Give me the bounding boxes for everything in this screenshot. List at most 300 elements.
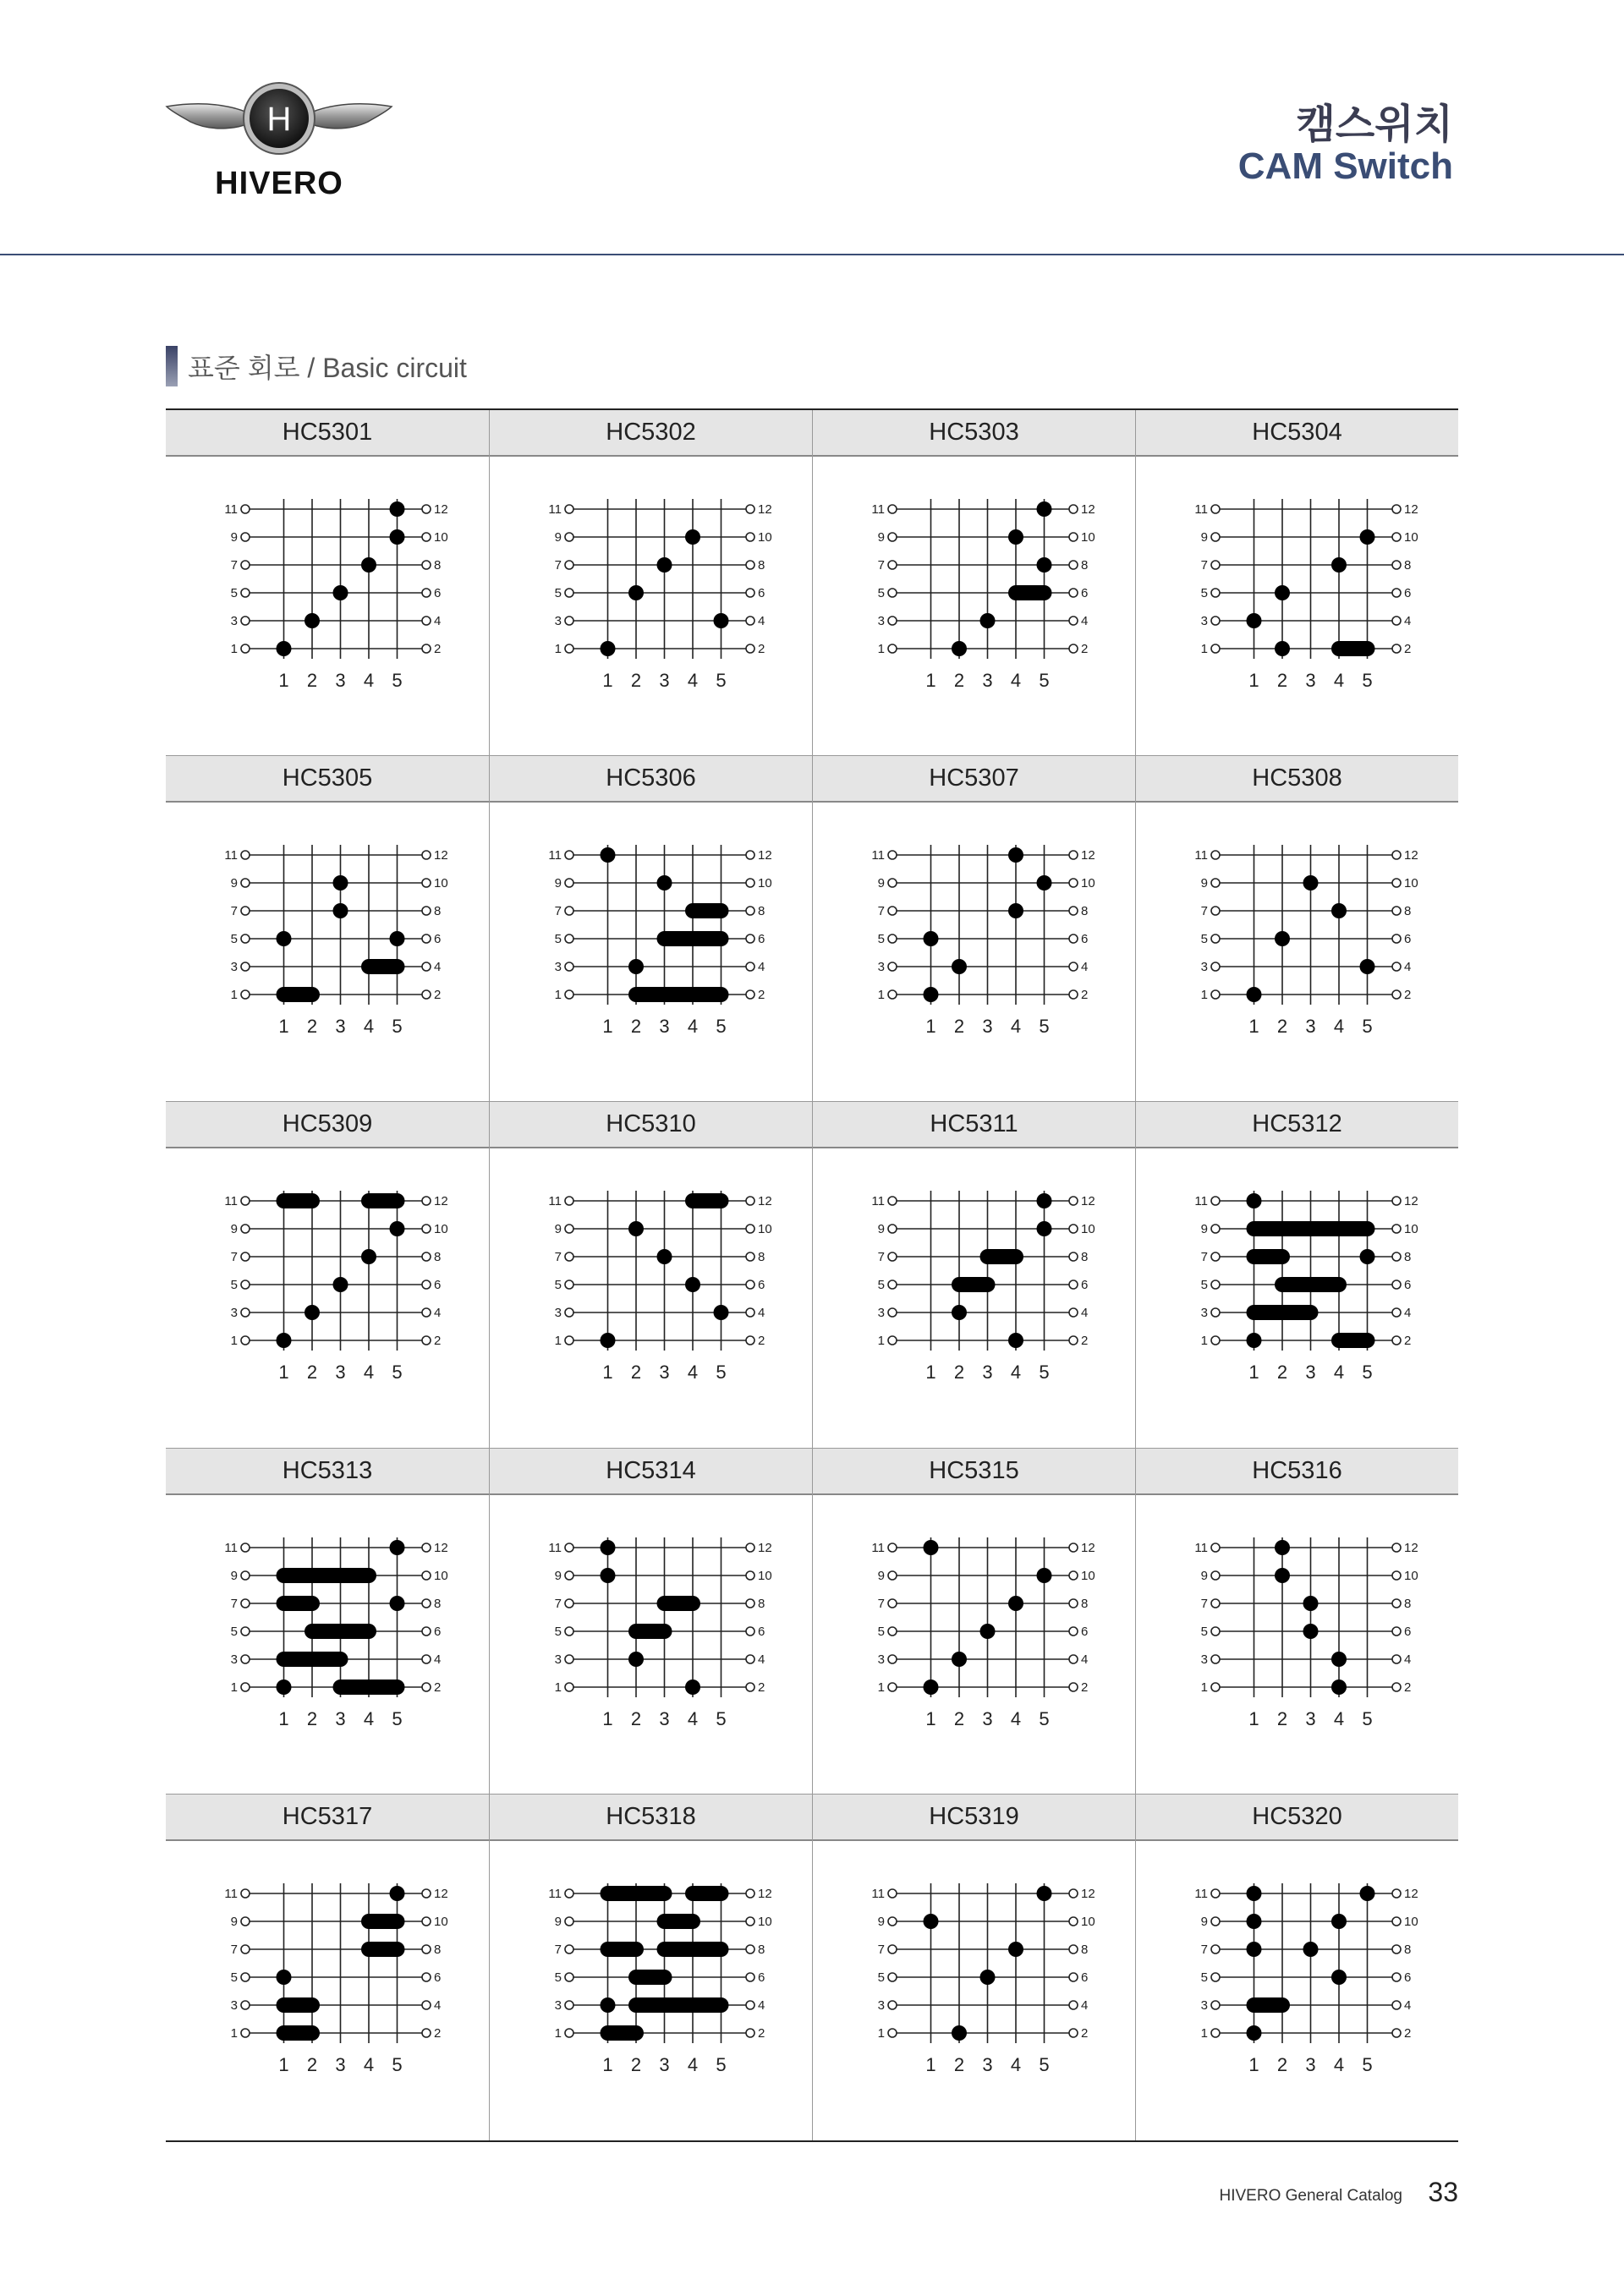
terminal-label-left: 11 (1193, 1540, 1208, 1555)
terminal-left (888, 1627, 897, 1636)
terminal-right (422, 1655, 431, 1663)
terminal-right (746, 2029, 754, 2037)
position-number: 1 (601, 1016, 613, 1038)
terminal-right (1392, 1252, 1401, 1261)
position-number: 3 (1304, 1362, 1316, 1384)
terminal-left (1211, 934, 1220, 943)
terminal-right (422, 1336, 431, 1345)
terminal-left (1211, 1336, 1220, 1345)
position-number: 2 (1276, 1016, 1287, 1038)
terminal-right (1392, 1599, 1401, 1608)
contact-dot (979, 613, 995, 628)
terminal-label-left: 9 (877, 1568, 885, 1583)
terminal-label-right: 10 (1080, 1222, 1095, 1237)
terminal-left (888, 505, 897, 513)
terminal-left (888, 533, 897, 541)
contact-bar (1008, 585, 1052, 600)
hivero-logo (165, 81, 393, 208)
contact-dot (1275, 931, 1290, 946)
contact-bar (277, 1193, 321, 1208)
position-number: 3 (981, 1016, 993, 1038)
contact-dot (1359, 1249, 1374, 1264)
contact-dot (628, 585, 644, 600)
terminal-label-right: 2 (1403, 1334, 1411, 1349)
brand-name: HIVERO (215, 166, 343, 201)
contact-bar (979, 1249, 1023, 1264)
terminal-left (1211, 851, 1220, 859)
cam-contact-diagram (546, 1537, 772, 1732)
position-number: 1 (601, 1707, 613, 1729)
terminal-label-right: 8 (434, 1942, 442, 1957)
position-number: 4 (687, 670, 698, 691)
position-number: 4 (687, 1016, 698, 1038)
position-number: 1 (278, 670, 289, 691)
terminal-left (565, 1571, 573, 1580)
position-number: 3 (1304, 2053, 1316, 2075)
contact-diagram (813, 457, 1135, 755)
terminal-left (565, 2029, 573, 2037)
terminal-left (241, 616, 250, 625)
position-number: 1 (601, 670, 613, 691)
contact-bar (361, 959, 405, 974)
terminal-label-left: 7 (1200, 1250, 1208, 1265)
circuit-code: HC5319 (813, 1795, 1135, 1841)
terminal-label-left: 11 (1193, 1886, 1208, 1901)
position-number: 2 (306, 1362, 318, 1384)
terminal-label-right: 10 (434, 530, 448, 545)
position-number: 2 (630, 1362, 641, 1384)
terminal-left (888, 1571, 897, 1580)
terminal-label-left: 3 (230, 1652, 238, 1667)
terminal-right (746, 505, 754, 513)
terminal-label-right: 12 (434, 502, 448, 517)
position-number: 1 (601, 1362, 613, 1384)
terminal-right (746, 1655, 754, 1663)
cam-contact-diagram (869, 1537, 1095, 1732)
terminal-right (422, 1945, 431, 1954)
terminal-label-right: 8 (757, 1596, 765, 1611)
terminal-label-right: 10 (1403, 530, 1418, 545)
terminal-right (746, 561, 754, 569)
terminal-left (888, 1308, 897, 1317)
contact-dot (1303, 875, 1318, 890)
page-title-korean: 캠스위치 (1296, 102, 1453, 147)
contact-dot (390, 1886, 405, 1901)
terminal-label-right: 4 (434, 1306, 442, 1321)
terminal-left (1211, 1655, 1220, 1663)
terminal-label-left: 11 (547, 1194, 562, 1209)
position-number: 3 (981, 2053, 993, 2075)
terminal-label-right: 12 (1080, 502, 1095, 517)
contact-diagram (166, 1148, 489, 1447)
terminal-label-right: 2 (1080, 642, 1088, 656)
terminal-label-right: 4 (1080, 1997, 1088, 2013)
terminal-label-left: 3 (554, 1997, 562, 2013)
terminal-left (241, 1945, 250, 1954)
position-number: 2 (630, 1016, 641, 1038)
terminal-right (1392, 1336, 1401, 1345)
terminal-left (241, 1655, 250, 1663)
terminal-left (565, 1627, 573, 1636)
terminal-label-right: 2 (757, 1680, 765, 1695)
terminal-left (241, 533, 250, 541)
terminal-left (565, 851, 573, 859)
position-number: 5 (392, 2053, 403, 2075)
position-number: 1 (924, 1016, 936, 1038)
terminal-label-left: 11 (870, 502, 885, 517)
terminal-label-left: 9 (230, 1914, 238, 1929)
terminal-label-right: 6 (434, 1624, 442, 1639)
terminal-label-right: 12 (1403, 502, 1418, 517)
terminal-label-left: 11 (1193, 1194, 1208, 1209)
contact-diagram (813, 1148, 1135, 1447)
terminal-label-right: 10 (757, 530, 772, 545)
terminal-right (1392, 1543, 1401, 1552)
terminal-label-right: 8 (1080, 1596, 1088, 1611)
terminal-right (1069, 879, 1078, 887)
position-number: 2 (306, 2053, 318, 2075)
position-number: 2 (953, 2053, 964, 2075)
terminal-right (1392, 533, 1401, 541)
position-number: 1 (1248, 670, 1259, 691)
circuit-cell (489, 1102, 812, 1448)
terminal-label-left: 7 (877, 558, 885, 573)
terminal-label-left: 3 (1200, 1306, 1208, 1321)
terminal-label-right: 12 (757, 1886, 772, 1901)
terminal-left (241, 505, 250, 513)
terminal-label-left: 1 (1200, 642, 1208, 656)
terminal-right (1392, 879, 1401, 887)
position-number: 3 (335, 1016, 346, 1038)
terminal-right (422, 1917, 431, 1926)
contact-dot (333, 875, 348, 890)
contact-diagram (1136, 803, 1458, 1101)
position-number: 3 (658, 1016, 670, 1038)
terminal-left (241, 1252, 250, 1261)
position-number: 5 (392, 670, 403, 691)
terminal-right (422, 934, 431, 943)
position-number: 1 (278, 1016, 289, 1038)
position-number: 2 (953, 670, 964, 691)
terminal-right (1392, 1945, 1401, 1954)
terminal-label-left: 5 (877, 1970, 885, 1985)
contact-dot (333, 585, 348, 600)
terminal-label-left: 7 (554, 1250, 562, 1265)
contact-dot (600, 641, 615, 656)
terminal-left (1211, 1889, 1220, 1898)
terminal-label-left: 9 (877, 1914, 885, 1929)
terminal-label-right: 12 (1403, 1540, 1418, 1555)
terminal-left (888, 1973, 897, 1981)
terminal-left (241, 934, 250, 943)
contact-dot (952, 641, 967, 656)
circuit-code: HC5311 (813, 1102, 1135, 1148)
contact-dot (304, 1305, 320, 1320)
terminal-label-left: 7 (1200, 1942, 1208, 1957)
circuit-cell (489, 410, 812, 756)
terminal-right (422, 589, 431, 597)
position-number: 5 (392, 1016, 403, 1038)
header-divider (0, 254, 1624, 255)
contact-dot (1036, 875, 1051, 890)
position-number: 4 (363, 670, 375, 691)
position-number: 5 (392, 1707, 403, 1729)
contact-bar (600, 1942, 644, 1957)
terminal-left (1211, 1543, 1220, 1552)
terminal-label-right: 6 (434, 1970, 442, 1985)
contact-dot (685, 529, 700, 545)
circuit-code: HC5301 (166, 410, 489, 457)
terminal-right (1069, 962, 1078, 971)
terminal-right (1392, 1627, 1401, 1636)
terminal-left (241, 1571, 250, 1580)
position-number: 4 (1333, 2053, 1344, 2075)
terminal-label-right: 10 (434, 876, 448, 891)
contact-diagram (813, 1841, 1135, 2140)
terminal-label-left: 9 (554, 1914, 562, 1929)
contact-dot (713, 1305, 728, 1320)
contact-dot (923, 1680, 938, 1695)
terminal-label-left: 5 (877, 1278, 885, 1293)
terminal-right (1069, 1543, 1078, 1552)
contact-bar (1246, 1249, 1290, 1264)
terminal-label-left: 3 (554, 614, 562, 628)
terminal-label-right: 8 (757, 558, 765, 573)
contact-bar (277, 2025, 321, 2041)
terminal-left (1211, 1973, 1220, 1981)
terminal-label-left: 1 (554, 1334, 562, 1349)
terminal-label-left: 3 (1200, 960, 1208, 975)
terminal-left (888, 934, 897, 943)
terminal-label-left: 1 (230, 2025, 238, 2041)
terminal-left (888, 1225, 897, 1233)
contact-dot (1246, 1193, 1261, 1208)
terminal-right (746, 1197, 754, 1205)
terminal-label-left: 11 (1193, 502, 1208, 517)
terminal-label-left: 9 (1200, 1222, 1208, 1237)
contact-dot (656, 875, 672, 890)
contact-dot (1246, 1942, 1261, 1957)
contact-dot (656, 1249, 672, 1264)
terminal-label-left: 3 (877, 1652, 885, 1667)
terminal-left (241, 2029, 250, 2037)
terminal-left (1211, 1225, 1220, 1233)
contact-dot (361, 1249, 376, 1264)
terminal-label-right: 10 (1403, 876, 1418, 891)
terminal-label-right: 10 (757, 1222, 772, 1237)
terminal-label-left: 11 (224, 502, 238, 517)
contact-dot (390, 931, 405, 946)
terminal-left (1211, 1683, 1220, 1691)
terminal-left (565, 879, 573, 887)
terminal-left (241, 1336, 250, 1345)
terminal-right (746, 1225, 754, 1233)
terminal-right (746, 851, 754, 859)
terminal-right (746, 1336, 754, 1345)
terminal-right (746, 1571, 754, 1580)
cam-contact-diagram (869, 1883, 1095, 2078)
terminal-label-left: 9 (230, 530, 238, 545)
terminal-label-right: 4 (434, 614, 442, 628)
terminal-label-right: 2 (757, 2025, 765, 2041)
terminal-label-left: 11 (547, 502, 562, 517)
contact-dot (1275, 1568, 1290, 1583)
terminal-label-right: 12 (434, 1194, 448, 1209)
cam-contact-diagram (869, 499, 1095, 693)
contact-bar (628, 987, 729, 1002)
contact-dot (600, 847, 615, 863)
terminal-left (1211, 1945, 1220, 1954)
contact-dot (1246, 1886, 1261, 1901)
terminal-label-left: 9 (554, 1568, 562, 1583)
terminal-left (565, 616, 573, 625)
terminal-left (241, 644, 250, 653)
position-number: 3 (1304, 1707, 1316, 1729)
terminal-label-right: 6 (1080, 1624, 1088, 1639)
terminal-label-left: 7 (877, 904, 885, 919)
terminal-right (746, 1252, 754, 1261)
terminal-left (565, 589, 573, 597)
svg-text:H: H (266, 101, 292, 138)
terminal-left (565, 1336, 573, 1345)
position-number: 1 (1248, 1362, 1259, 1384)
terminal-label-left: 7 (230, 1596, 238, 1611)
position-number: 1 (601, 2053, 613, 2075)
terminal-label-left: 9 (1200, 876, 1208, 891)
terminal-label-right: 10 (1403, 1914, 1418, 1929)
contact-dot (390, 529, 405, 545)
terminal-label-right: 2 (1403, 988, 1411, 1003)
terminal-label-left: 5 (1200, 1970, 1208, 1985)
position-number: 3 (1304, 1016, 1316, 1038)
position-number: 5 (1038, 670, 1050, 691)
terminal-left (1211, 1917, 1220, 1926)
terminal-label-right: 6 (1080, 932, 1088, 947)
terminal-label-right: 2 (1080, 1680, 1088, 1695)
terminal-right (1392, 934, 1401, 943)
terminal-label-right: 8 (1403, 558, 1411, 573)
contact-dot (277, 931, 292, 946)
terminal-label-left: 5 (554, 1624, 562, 1639)
position-number: 5 (715, 2053, 727, 2075)
terminal-left (888, 1336, 897, 1345)
terminal-right (1069, 1889, 1078, 1898)
contact-dot (952, 1652, 967, 1667)
terminal-label-right: 8 (1403, 1942, 1411, 1957)
terminal-right (1069, 589, 1078, 597)
terminal-label-left: 9 (1200, 1914, 1208, 1929)
section-marker (166, 346, 178, 386)
contact-dot (600, 1333, 615, 1348)
terminal-right (422, 1225, 431, 1233)
contact-dot (979, 1970, 995, 1985)
terminal-left (888, 1945, 897, 1954)
contact-dot (1246, 1333, 1261, 1348)
terminal-left (888, 1655, 897, 1663)
terminal-left (1211, 1599, 1220, 1608)
terminal-label-left: 11 (870, 1540, 885, 1555)
terminal-right (746, 1543, 754, 1552)
contact-diagram (166, 457, 489, 755)
terminal-label-left: 1 (230, 988, 238, 1003)
terminal-label-left: 3 (877, 1997, 885, 2013)
terminal-label-left: 3 (877, 960, 885, 975)
contact-bar (361, 1914, 405, 1929)
contact-dot (628, 1221, 644, 1236)
terminal-right (1392, 1280, 1401, 1289)
contact-diagram (490, 1495, 812, 1794)
position-number: 4 (363, 1016, 375, 1038)
terminal-left (1211, 589, 1220, 597)
contact-dot (277, 1680, 292, 1695)
terminal-right (746, 990, 754, 999)
terminal-label-left: 9 (1200, 1568, 1208, 1583)
contact-dot (600, 1568, 615, 1583)
terminal-right (746, 1945, 754, 1954)
contact-dot (1008, 1596, 1023, 1611)
terminal-right (422, 644, 431, 653)
position-number: 2 (306, 1707, 318, 1729)
terminal-left (565, 505, 573, 513)
terminal-left (1211, 1571, 1220, 1580)
terminal-right (1069, 1252, 1078, 1261)
terminal-left (241, 907, 250, 915)
terminal-left (565, 1889, 573, 1898)
contact-dot (1303, 1942, 1318, 1957)
terminal-label-left: 7 (554, 558, 562, 573)
page-number: 33 (1428, 2177, 1458, 2207)
terminal-right (1392, 1683, 1401, 1691)
terminal-label-right: 4 (757, 960, 765, 975)
table-bottom-rule (166, 2140, 1458, 2142)
terminal-label-right: 2 (1080, 988, 1088, 1003)
terminal-label-right: 10 (757, 1914, 772, 1929)
terminal-label-right: 12 (434, 1886, 448, 1901)
terminal-label-left: 5 (877, 932, 885, 947)
circuit-code: HC5307 (813, 756, 1135, 803)
contact-dot (277, 1970, 292, 1985)
terminal-label-left: 9 (230, 1222, 238, 1237)
terminal-left (241, 879, 250, 887)
terminal-label-left: 7 (1200, 904, 1208, 919)
contact-diagram (166, 803, 489, 1101)
terminal-right (1069, 1336, 1078, 1345)
position-number: 2 (306, 1016, 318, 1038)
terminal-label-right: 6 (434, 1278, 442, 1293)
terminal-label-left: 1 (1200, 1680, 1208, 1695)
position-number: 4 (1010, 2053, 1021, 2075)
terminal-left (565, 1225, 573, 1233)
contact-bar (1246, 1997, 1290, 2013)
terminal-right (422, 1571, 431, 1580)
contact-dot (1008, 847, 1023, 863)
terminal-label-right: 6 (757, 1970, 765, 1985)
terminal-label-right: 4 (434, 960, 442, 975)
position-number: 4 (1010, 1016, 1021, 1038)
cam-contact-diagram (1192, 845, 1418, 1039)
position-number: 2 (630, 2053, 641, 2075)
terminal-label-right: 10 (1080, 876, 1095, 891)
terminal-label-left: 7 (554, 904, 562, 919)
terminal-left (1211, 1627, 1220, 1636)
terminal-right (746, 533, 754, 541)
terminal-label-right: 12 (1403, 848, 1418, 863)
circuit-table (166, 408, 1458, 2142)
contact-dot (1303, 1624, 1318, 1639)
terminal-label-right: 8 (1080, 558, 1088, 573)
terminal-right (422, 616, 431, 625)
terminal-left (888, 1197, 897, 1205)
